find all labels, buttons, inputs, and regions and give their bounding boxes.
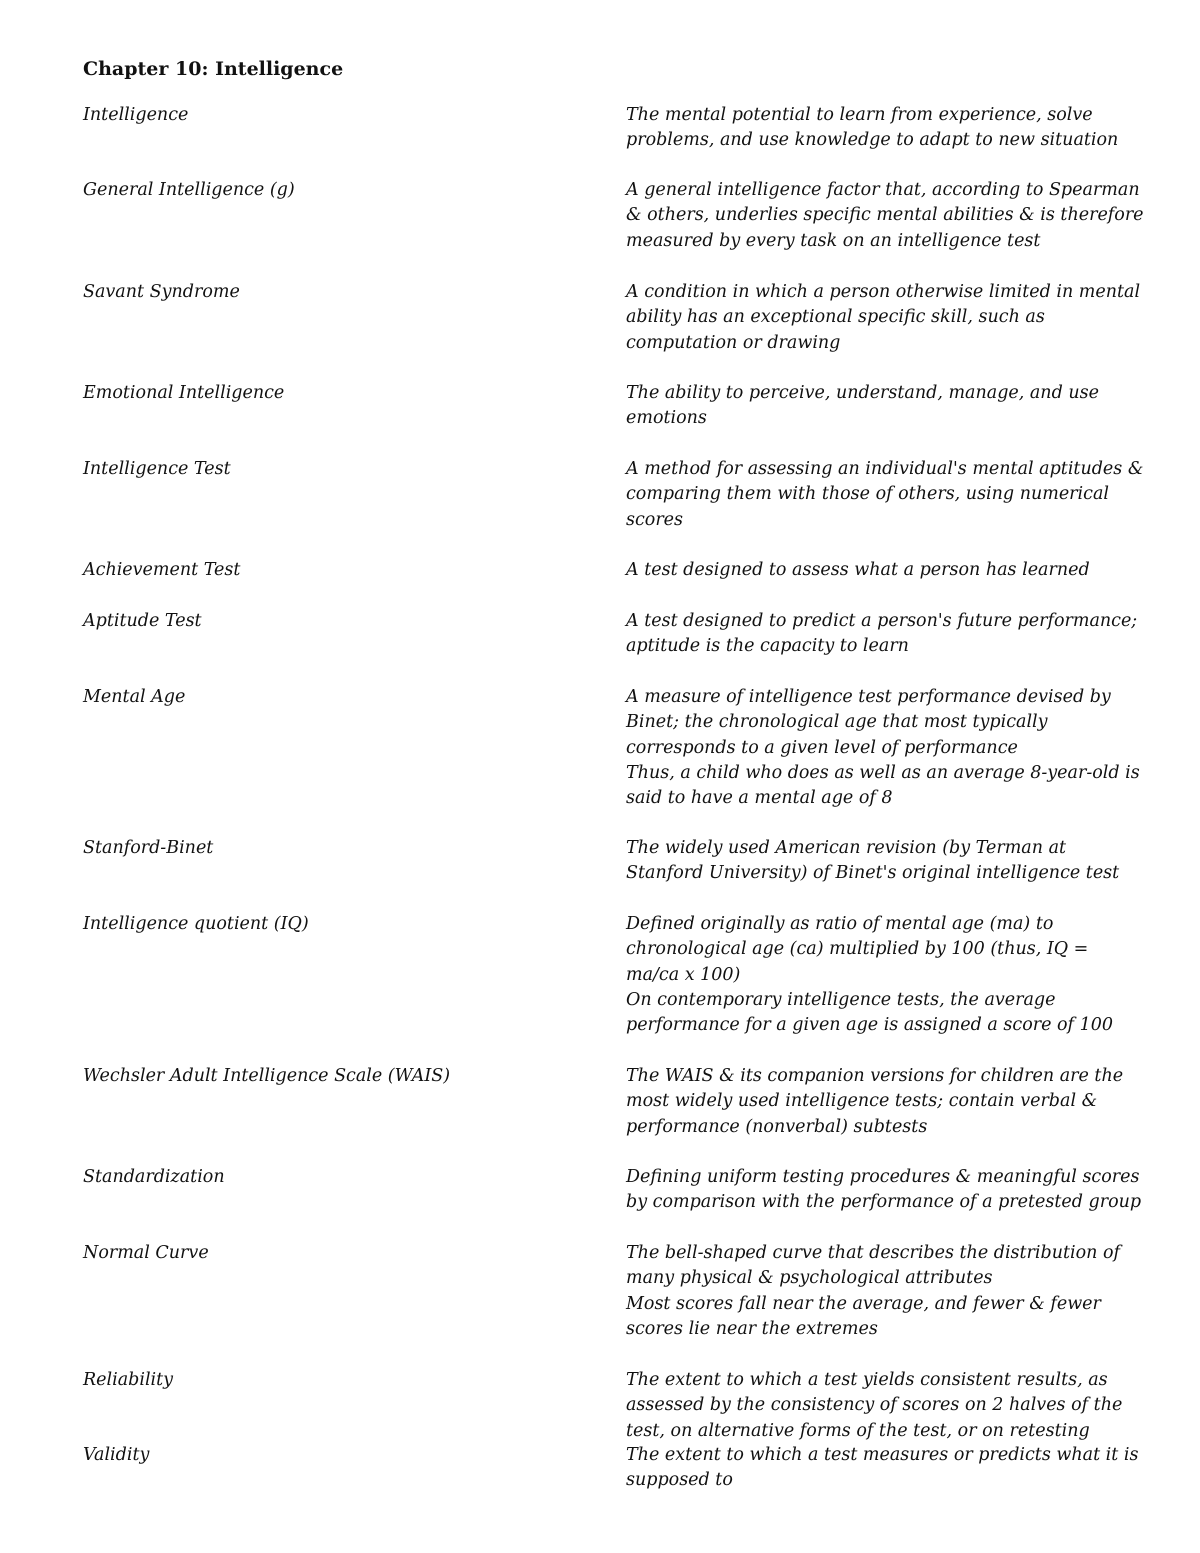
term: Savant Syndrome bbox=[83, 282, 240, 302]
term: Intelligence Test bbox=[83, 459, 231, 479]
term: Emotional Intelligence bbox=[83, 383, 285, 403]
definition-line: problems, and use knowledge to adapt to new situation bbox=[626, 130, 1119, 151]
definition bbox=[626, 103, 1166, 154]
definition-line: A test designed to assess what a person has learned bbox=[626, 560, 1090, 580]
definition bbox=[626, 1064, 1166, 1140]
definition-line: scores lie near the extremes bbox=[626, 1318, 878, 1339]
definition-line: emotions bbox=[626, 408, 707, 429]
definition-line: comparing them with those of others, using numerical bbox=[626, 484, 1109, 505]
definition-line: ma/ca x 100) bbox=[626, 964, 741, 985]
definition-line: by comparison with the performance of a pretested group bbox=[626, 1192, 1142, 1213]
definition-line: performance (nonverbal) subtests bbox=[626, 1116, 928, 1137]
definition bbox=[626, 178, 1166, 254]
definition-line: Defined originally as ratio of mental age (ma) to bbox=[626, 914, 1054, 934]
definition-line: The bell-shaped curve that describes the distribution of bbox=[626, 1243, 1120, 1263]
term: Validity bbox=[83, 1445, 150, 1465]
definition-line: A condition in which a person otherwise limited in mental bbox=[626, 282, 1141, 302]
term: Reliability bbox=[83, 1370, 174, 1390]
definition-line: The widely used American revision (by Terman at bbox=[626, 838, 1067, 858]
definition-line: Binet; the chronological age that most typically bbox=[626, 712, 1048, 733]
definition-line: The extent to which a test yields consistent results, as bbox=[626, 1370, 1108, 1390]
definition-line: supposed to bbox=[626, 1470, 733, 1491]
definition-line: most widely used intelligence tests; contain verbal & bbox=[626, 1091, 1098, 1112]
term: Stanford-Binet bbox=[83, 838, 214, 858]
page-title: Chapter 10: Intelligence bbox=[83, 58, 344, 80]
definition bbox=[626, 280, 1166, 356]
definition-line: A method for assessing an individual's mental aptitudes & bbox=[626, 459, 1144, 479]
definition-line: A measure of intelligence test performance devised by bbox=[626, 687, 1111, 707]
definition-line: computation or drawing bbox=[626, 332, 841, 353]
term: Achievement Test bbox=[83, 560, 241, 580]
term: Aptitude Test bbox=[83, 611, 202, 631]
term: Mental Age bbox=[83, 687, 186, 707]
definition bbox=[626, 1368, 1166, 1444]
definition-line: measured by every task on an intelligence test bbox=[626, 230, 1041, 251]
definition-line: & others, underlies specific mental abilities & is therefore bbox=[626, 205, 1144, 226]
definition-line: assessed by the consistency of scores on 2 halves of the bbox=[626, 1395, 1123, 1416]
definition-line: Thus, a child who does as well as an average 8-year-old is bbox=[626, 762, 1140, 783]
definition-line: test, on alternative forms of the test, or on retesting bbox=[626, 1420, 1090, 1441]
definition bbox=[626, 1241, 1166, 1342]
definition-line: many physical & psychological attributes bbox=[626, 1268, 993, 1289]
definition-line: Most scores fall near the average, and fewer & fewer bbox=[626, 1293, 1101, 1314]
definition-line: said to have a mental age of 8 bbox=[626, 788, 893, 809]
definition-line: On contemporary intelligence tests, the average bbox=[626, 989, 1056, 1010]
definition-line: The mental potential to learn from experience, solve bbox=[626, 105, 1093, 125]
definition-line: A general intelligence factor that, according to Spearman bbox=[626, 180, 1140, 200]
term: Standardization bbox=[83, 1167, 225, 1187]
term: General Intelligence (g) bbox=[83, 180, 295, 200]
definition-line: Defining uniform testing procedures & meaningful scores bbox=[626, 1167, 1140, 1187]
definition bbox=[626, 381, 1166, 432]
definition-line: The ability to perceive, understand, manage, and use bbox=[626, 383, 1099, 403]
term: Normal Curve bbox=[83, 1243, 209, 1263]
definition-line: ability has an exceptional specific skill, such as bbox=[626, 307, 1045, 328]
definition-line: Stanford University) of Binet's original intelligence test bbox=[626, 863, 1120, 884]
definition-line: The WAIS & its companion versions for children are the bbox=[626, 1066, 1124, 1086]
definition bbox=[626, 609, 1166, 660]
term: Intelligence bbox=[83, 105, 189, 125]
definition bbox=[626, 836, 1166, 887]
definition-line: aptitude is the capacity to learn bbox=[626, 636, 909, 657]
definition bbox=[626, 685, 1166, 811]
definition-line: The extent to which a test measures or predicts what it is bbox=[626, 1445, 1139, 1465]
definition bbox=[626, 1443, 1166, 1494]
definition-line: chronological age (ca) multiplied by 100 (thus, IQ = bbox=[626, 939, 1089, 960]
definition bbox=[626, 912, 1166, 1038]
definition-line: A test designed to predict a person's future performance; bbox=[626, 611, 1138, 631]
definition bbox=[626, 457, 1166, 533]
definition bbox=[626, 1165, 1166, 1216]
definition bbox=[626, 558, 1166, 583]
definition-line: performance for a given age is assigned a score of 100 bbox=[626, 1015, 1113, 1036]
definition-line: scores bbox=[626, 509, 684, 530]
term: Intelligence quotient (IQ) bbox=[83, 914, 309, 934]
definition-line: corresponds to a given level of performance bbox=[626, 737, 1018, 758]
term: Wechsler Adult Intelligence Scale (WAIS) bbox=[83, 1066, 451, 1086]
